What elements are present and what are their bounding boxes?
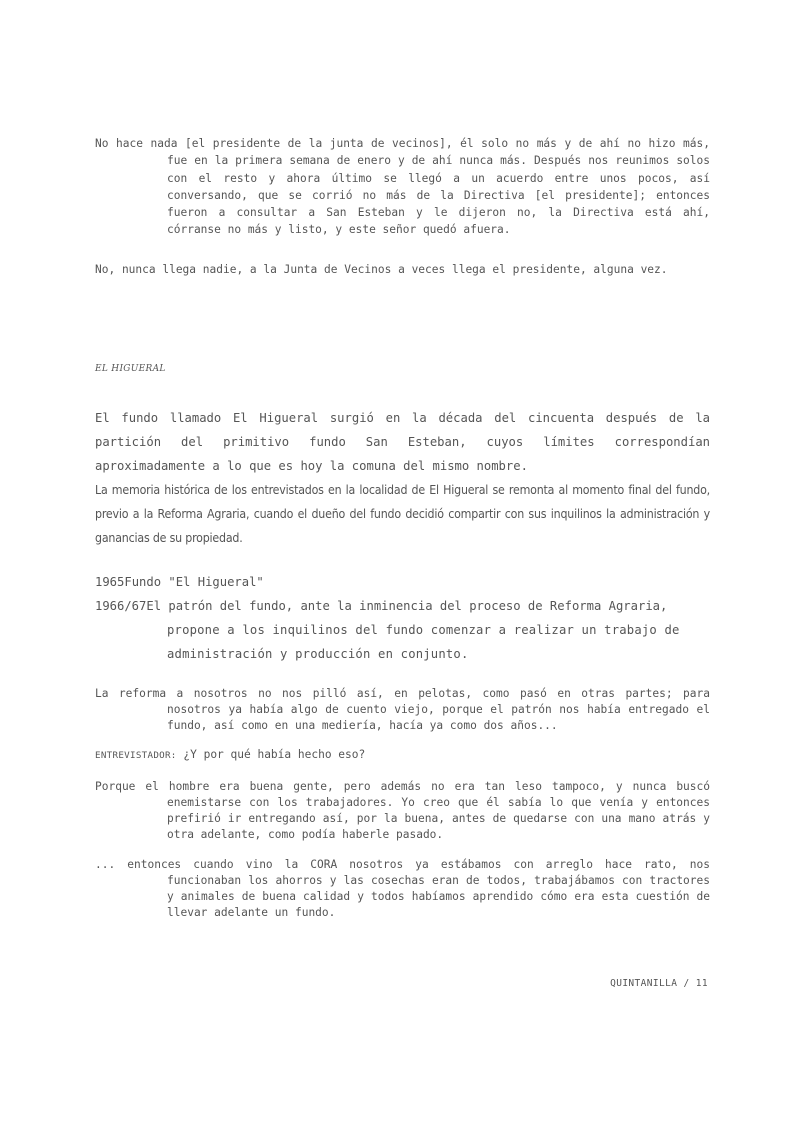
interview-quote-1: No hace nada [el presidente de la junta de vecinos], él solo no más y de ahí no hizo más, fue en la primera semana de enero y de ahí nunca más. Después nos reunimos solos con el resto y ahora último se llegó a un acuerdo entre unos pocos, así conversando, que se corrió no más de la Directiva [el presidente]; entonces fueron a consultar a San Esteban y le dijeron no, la Directiva está ahí, córranse no más y listo, y este señor quedó afuera. bbox=[95, 137, 710, 237]
timeline-entry-1966 bbox=[95, 594, 710, 618]
timeline-year: 1966/67 bbox=[95, 599, 147, 613]
timeline-year: 1965 bbox=[95, 575, 125, 589]
interview-quote-3: La reforma a nosotros no nos pilló así, en pelotas, como pasó en otras partes; para nosotros ya había algo de cuento viejo, porque el patrón nos había entregado el fundo, así como en una mediería, hacía ya como dos años... bbox=[95, 687, 710, 732]
timeline-text: Fundo "El Higueral" bbox=[124, 575, 264, 589]
paragraph-historical-memory: La memoria histórica de los entrevistados en la localidad de El Higueral se remonta al momento final del fundo, previo a la Reforma Agraria, cuando el dueño del fundo decidió compartir con sus inquilinos la administración y ganancias de su propiedad. bbox=[95, 483, 710, 545]
interview-quote-5: ... entonces cuando vino la CORA nosotros ya estábamos con arreglo hace rato, nos funcionaban los ahorros y las cosechas eran de todos, trabajábamos con tractores y animales de buena calidad y todos habíamos aprendido cómo era esta cuestión de llevar adelante un fundo. bbox=[95, 858, 710, 919]
interviewer-line bbox=[95, 746, 365, 764]
timeline-entry-1966-continuation: propone a los inquilinos del fundo comenzar a realizar un trabajo de administración y producción en conjunto. bbox=[167, 623, 680, 661]
interviewer-question: ¿Y por qué había hecho eso? bbox=[176, 748, 366, 761]
timeline-entry-1965 bbox=[95, 570, 710, 594]
page-footer: QUINTANILLA / 11 bbox=[610, 978, 708, 989]
interview-quote-4: Porque el hombre era buena gente, pero además no era tan leso tampoco, y nunca buscó enemistarse con los trabajadores. Yo creo que él sabía lo que venía y entonces prefirió ir entregando así, por la buena, antes de quedarse con una mano atrás y otra adelante, como podía haberle pasado. bbox=[95, 780, 710, 841]
interview-quote-2: No, nunca llega nadie, a la Junta de Vecinos a veces llega el presidente, alguna vez. bbox=[95, 263, 668, 276]
timeline-text: El patrón del fundo, ante la inminencia del proceso de Reforma Agraria, bbox=[146, 599, 668, 613]
interviewer-label: ENTREVISTADOR: bbox=[95, 750, 177, 761]
section-heading: EL HIGUERAL bbox=[95, 364, 166, 374]
paragraph-fundo-origin: El fundo llamado El Higueral surgió en la década del cincuenta después de la partición del primitivo fundo San Esteban, cuyos límites correspondían aproximadamente a lo que es hoy la comuna del mismo nombre. bbox=[95, 411, 710, 473]
